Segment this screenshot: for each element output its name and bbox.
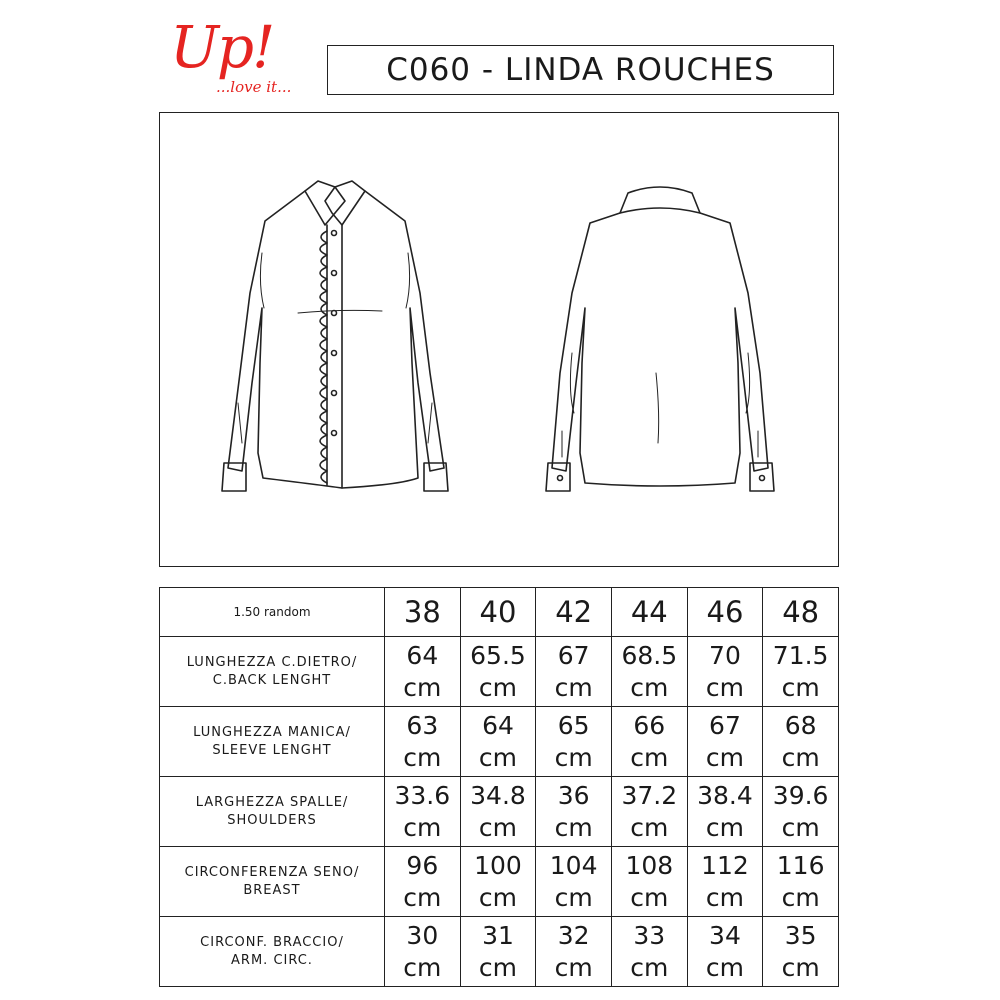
measurement-cell xyxy=(536,707,612,777)
measurement-value: 67 xyxy=(709,710,741,740)
row-label-line2: ARM. CIRC. xyxy=(231,952,313,968)
measurement-value: 67 xyxy=(557,640,590,670)
measurement-unit: cm xyxy=(478,952,518,982)
measurement-value: 31 xyxy=(482,920,514,950)
measurement-value: 96 xyxy=(406,850,439,880)
measurement-value: 33.6 xyxy=(394,780,451,810)
measurement-cell xyxy=(385,847,461,917)
size-38: 38 xyxy=(385,588,461,637)
measurement-value: 38.4 xyxy=(697,780,753,810)
measurement-row-arm-circ xyxy=(160,917,839,987)
measurement-value: 36 xyxy=(557,780,590,810)
size-48: 48 xyxy=(763,588,839,637)
measurement-cell xyxy=(687,637,763,707)
measurement-unit: cm xyxy=(781,812,820,842)
measurement-value: 64 xyxy=(406,640,439,670)
shirt-back-drawing xyxy=(546,187,774,491)
measurement-value: 39.6 xyxy=(772,780,829,810)
measurement-value: 64 xyxy=(482,710,514,740)
measurement-cell xyxy=(460,777,536,847)
measurement-cell xyxy=(611,917,687,987)
measurement-value: 100 xyxy=(474,850,522,880)
measurement-value: 116 xyxy=(776,850,825,880)
back-cuff-buttons xyxy=(558,476,765,481)
measurement-cell xyxy=(460,637,536,707)
row-label xyxy=(160,847,385,917)
measurement-value: 63 xyxy=(406,710,439,740)
measurement-cell xyxy=(763,917,839,987)
measurement-cell xyxy=(611,637,687,707)
measurement-value: 104 xyxy=(549,850,598,880)
measurement-value: 30 xyxy=(406,920,439,950)
measurement-value: 34 xyxy=(709,920,741,950)
size-42: 42 xyxy=(536,588,612,637)
measurement-row-sleeve-length xyxy=(160,707,839,777)
measurement-unit: cm xyxy=(554,952,593,982)
measurement-cell xyxy=(611,777,687,847)
measurement-unit: cm xyxy=(478,882,518,912)
measurement-value: 32 xyxy=(557,920,590,950)
product-title xyxy=(327,45,834,95)
measurement-unit: cm xyxy=(478,672,518,702)
measurement-unit: cm xyxy=(403,882,442,912)
brand-logo-sub: ...love it... xyxy=(216,78,292,96)
measurement-value: 34.8 xyxy=(470,780,526,810)
measurement-cell xyxy=(687,777,763,847)
measurement-cell xyxy=(460,917,536,987)
measurement-unit: cm xyxy=(781,742,820,772)
measurement-value: 68.5 xyxy=(621,640,678,670)
measurement-unit: cm xyxy=(630,812,669,842)
measurement-unit: cm xyxy=(705,882,744,912)
measurement-unit: cm xyxy=(705,952,744,982)
measurement-value: 66 xyxy=(633,710,666,740)
measurement-unit: cm xyxy=(630,882,669,912)
measurement-cell xyxy=(385,917,461,987)
header-label: 1.50 random xyxy=(160,588,385,637)
measurement-cell xyxy=(611,707,687,777)
brand-logo-main: Up! xyxy=(170,13,274,81)
measurement-unit: cm xyxy=(781,952,820,982)
measurement-unit: cm xyxy=(403,672,442,702)
measurement-unit: cm xyxy=(630,672,669,702)
measurement-cell xyxy=(385,637,461,707)
measurement-cell xyxy=(385,777,461,847)
measurement-cell xyxy=(536,847,612,917)
row-label-line2: SHOULDERS xyxy=(227,812,317,828)
measurement-cell xyxy=(763,637,839,707)
measurement-unit: cm xyxy=(705,742,744,772)
technical-drawing xyxy=(159,112,839,567)
measurement-unit: cm xyxy=(554,742,593,772)
shirt-illustration xyxy=(160,113,840,568)
measurement-cell xyxy=(687,917,763,987)
measurement-cell xyxy=(763,707,839,777)
size-44: 44 xyxy=(611,588,687,637)
measurement-unit: cm xyxy=(403,742,442,772)
measurement-unit: cm xyxy=(781,882,820,912)
row-label xyxy=(160,917,385,987)
measurement-cell xyxy=(460,847,536,917)
measurement-cell xyxy=(763,777,839,847)
measurement-unit: cm xyxy=(630,952,669,982)
row-label xyxy=(160,777,385,847)
measurement-cell xyxy=(536,917,612,987)
front-buttons xyxy=(332,231,337,436)
size-chart xyxy=(159,587,839,987)
measurement-value: 65 xyxy=(557,710,590,740)
row-label-line1: LARGHEZZA SPALLE/ xyxy=(195,794,349,810)
measurement-value: 70 xyxy=(709,640,741,670)
row-label xyxy=(160,637,385,707)
measurement-unit: cm xyxy=(781,672,820,702)
row-label xyxy=(160,707,385,777)
row-label-line2: C.BACK LENGHT xyxy=(212,672,332,688)
measurement-unit: cm xyxy=(554,812,593,842)
measurement-value: 33 xyxy=(633,920,666,950)
measurement-unit: cm xyxy=(478,812,518,842)
size-46: 46 xyxy=(687,588,763,637)
measurement-cell xyxy=(385,707,461,777)
measurement-unit: cm xyxy=(403,812,442,842)
measurement-unit: cm xyxy=(478,742,518,772)
measurement-cell xyxy=(536,777,612,847)
measurement-value: 35 xyxy=(784,920,817,950)
measurement-unit: cm xyxy=(403,952,442,982)
product-title-text: C060 - LINDA ROUCHES xyxy=(386,52,775,88)
measurement-cell xyxy=(687,847,763,917)
measurement-value: 65.5 xyxy=(470,640,526,670)
size-header-row xyxy=(160,588,839,637)
measurement-cell xyxy=(763,847,839,917)
measurement-row-back-length xyxy=(160,637,839,707)
brand-logo xyxy=(168,13,318,106)
measurement-row-breast xyxy=(160,847,839,917)
measurement-cell xyxy=(536,637,612,707)
row-label-line1: LUNGHEZZA C.DIETRO/ xyxy=(186,654,358,670)
measurement-row-shoulders xyxy=(160,777,839,847)
row-label-line1: CIRCONFERENZA SENO/ xyxy=(184,864,360,880)
measurement-cell xyxy=(687,707,763,777)
measurement-cell xyxy=(611,847,687,917)
row-label-line1: LUNGHEZZA MANICA/ xyxy=(193,724,351,740)
measurement-value: 112 xyxy=(701,850,749,880)
measurement-unit: cm xyxy=(705,812,744,842)
measurement-value: 37.2 xyxy=(621,780,678,810)
measurement-value: 108 xyxy=(625,850,674,880)
measurement-unit: cm xyxy=(705,672,744,702)
row-label-line2: SLEEVE LENGHT xyxy=(212,742,332,758)
measurement-unit: cm xyxy=(554,672,593,702)
size-40: 40 xyxy=(460,588,536,637)
row-label-line2: BREAST xyxy=(243,882,301,898)
shirt-front-drawing xyxy=(222,181,448,491)
measurement-value: 68 xyxy=(784,710,817,740)
row-label-line1: CIRCONF. BRACCIO/ xyxy=(200,934,344,950)
measurement-unit: cm xyxy=(630,742,669,772)
measurement-value: 71.5 xyxy=(772,640,829,670)
measurement-unit: cm xyxy=(554,882,593,912)
measurement-cell xyxy=(460,707,536,777)
